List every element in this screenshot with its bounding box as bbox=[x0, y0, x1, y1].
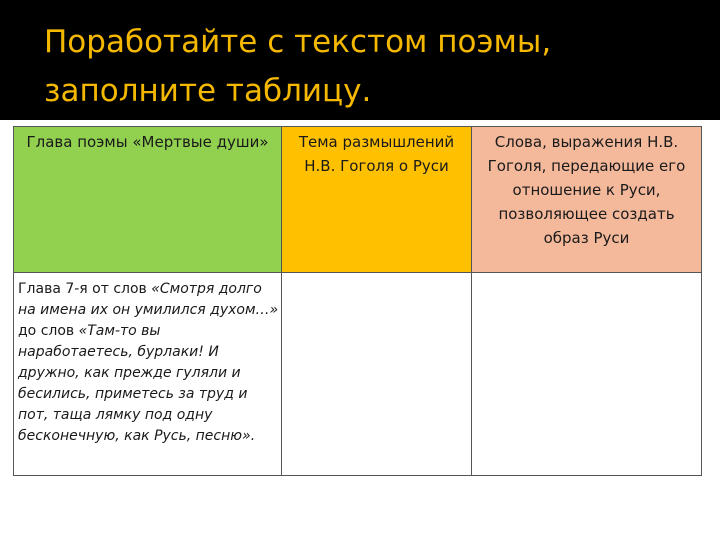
header-words: Слова, выражения Н.В. Гоголя, передающие его отношение к Руси, позволяющее создать образ Руси bbox=[472, 127, 702, 273]
table-row bbox=[14, 273, 702, 476]
title-band bbox=[0, 0, 720, 120]
excerpt-text-1: Глава 7-я от слов bbox=[18, 281, 152, 297]
cell-theme-empty[interactable] bbox=[282, 273, 472, 476]
table-header-row bbox=[14, 127, 702, 273]
slide-title-line2: заполните таблицу. bbox=[44, 73, 372, 109]
slide-title bbox=[44, 18, 684, 116]
excerpt-text-2: до слов bbox=[18, 323, 79, 339]
excerpt-quote-2: «Там-то вы наработаетесь, бурлаки! И дружно, как прежде гуляли и бесились, приметесь за труд и пот, таща лямку под одну бесконечную, как Русь, песню». bbox=[18, 323, 256, 444]
header-chapter: Глава поэмы «Мертвые души» bbox=[14, 127, 282, 273]
slide-title-line1: Поработайте с текстом поэмы, bbox=[44, 24, 552, 60]
excerpt-quote-1: «Смотря долго на имена их он умилился духом…» bbox=[18, 281, 279, 318]
cell-chapter-excerpt bbox=[14, 273, 282, 476]
header-theme: Тема размышлений Н.В. Гоголя о Руси bbox=[282, 127, 472, 273]
cell-words-empty[interactable] bbox=[472, 273, 702, 476]
assignment-table bbox=[13, 126, 702, 476]
